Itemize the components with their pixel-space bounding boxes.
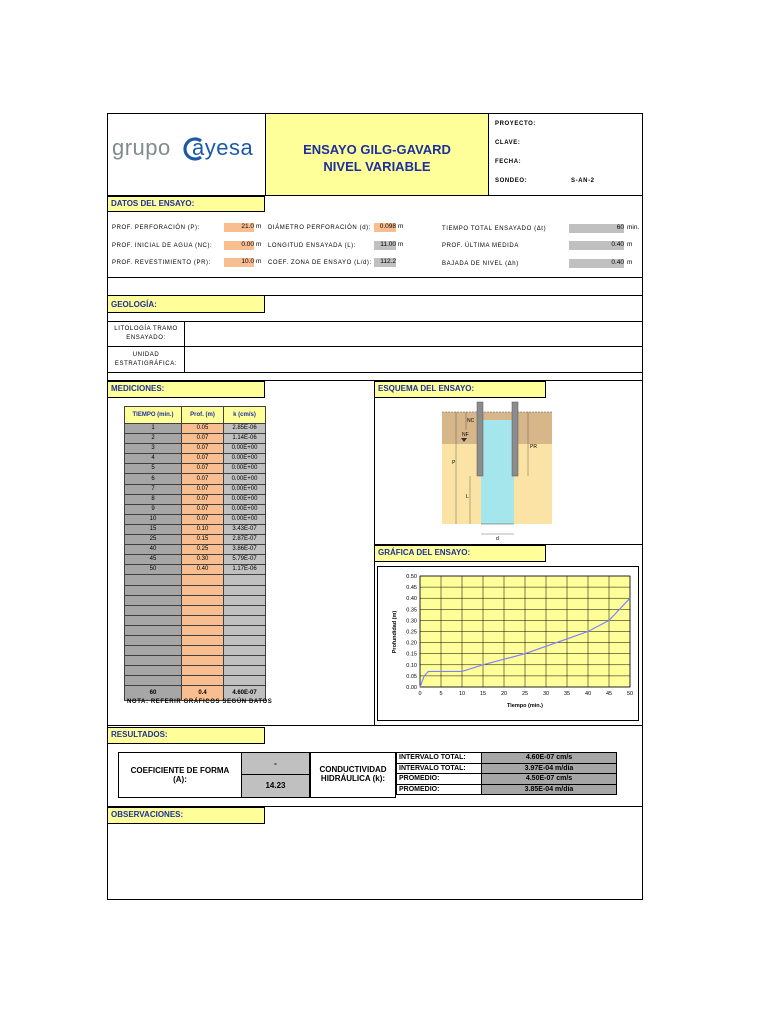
geologia-heading: GEOLOGÍA: [107,295,265,313]
cell-tiempo: 45 [125,555,182,565]
x-tick-label: 25 [521,691,529,697]
report-title [265,114,489,195]
cell-tiempo: 9 [125,504,182,514]
x-tick-label: 45 [605,691,613,697]
cell-k: 3.86E-07 [224,545,266,555]
table-row-empty [125,646,266,656]
nc-label: NC [467,418,475,424]
cell-prof [182,625,224,635]
unidad-label-line1: UNIDAD [132,352,160,358]
cell-k: 0.00E+00 [224,504,266,514]
table-row [125,434,266,444]
bajada-nivel-label: BAJADA DE NIVEL (Δh) [442,261,519,267]
cell-k: 0.00E+00 [224,494,266,504]
cell-tiempo: 7 [125,484,182,494]
mediciones-table [124,406,266,701]
l-label: L [466,494,469,500]
cell-prof [182,615,224,625]
y-axis-label: Profundidad (m) [392,610,398,654]
diametro-perforacion-label: DIÁMETRO PERFORACIÓN (d): [268,225,372,231]
grafica-heading: GRÁFICA DEL ENSAYO: [374,545,546,562]
company-logo [112,135,262,165]
table-header-row [125,407,266,424]
diametro-perforacion-unit: m [398,223,404,230]
cell-tiempo [125,666,182,676]
esquema-diagram [430,400,560,540]
x-tick-label: 50 [626,691,634,697]
cell-tiempo: 40 [125,545,182,555]
cell-prof [182,595,224,605]
y-tick-label: 0.10 [406,662,417,669]
cell-prof: 0.25 [182,545,224,555]
casing-right [512,402,518,476]
cell-prof: 0.07 [182,474,224,484]
esquema-heading: ESQUEMA DEL ENSAYO: [374,381,546,398]
x-tick-label: 10 [458,691,466,697]
borehole-water [481,420,514,524]
table-row-empty [125,615,266,625]
total-k: 4.60E-07 [224,686,266,701]
result-label: INTERVALO TOTAL: [397,753,482,764]
prof-perforacion-label: PROF. PERFORACIÓN (P): [112,225,200,231]
result-row [397,774,617,785]
conductividad-label-line2: HIDRÁULICA (k): [320,774,386,783]
y-tick-label: 0.50 [406,574,417,580]
conductividad-label-line1: CONDUCTIVIDAD [319,765,387,774]
proyecto-label: PROYECTO: [495,121,536,127]
unidad-label-line2: ESTRATIGRÁFICA: [114,361,178,367]
unidad-label [108,351,184,369]
y-tick-label: 0.00 [406,685,417,691]
total-prof: 0.4 [182,686,224,701]
table-row [125,504,266,514]
result-label: PROMEDIO: [397,784,482,795]
casing-left [477,402,483,476]
y-tick-label: 0.15 [406,651,417,658]
tiempo-total-label: TIEMPO TOTAL ENSAYADO (Δt) [442,226,547,232]
cell-k: 0.00E+00 [224,474,266,484]
cell-prof: 0.07 [182,454,224,464]
prof-ultima-medida-unit: m [627,241,633,248]
logo-word-grupo: grupo [112,135,171,160]
table-row-empty [125,666,266,676]
cell-k: 0.00E+00 [224,464,266,474]
cell-k: 0.00E+00 [224,484,266,494]
cell-k [224,646,266,656]
cell-k [224,625,266,635]
table-row [125,474,266,484]
cell-prof: 0.07 [182,514,224,524]
tiempo-total-unit: min. [627,224,640,231]
column-header-tiempo: TIEMPO (min.) [125,407,182,424]
bajada-nivel-unit: m [627,259,633,266]
table-row [125,545,266,555]
title-line-2: NIVEL VARIABLE [323,159,431,174]
resultados-heading: RESULTADOS: [107,727,265,744]
table-row-empty [125,575,266,585]
table-row-empty [125,605,266,615]
cell-prof: 0.07 [182,434,224,444]
conductividad-label [310,752,396,798]
result-value: 3.97E-04 m/día [482,763,617,774]
cell-tiempo: 10 [125,514,182,524]
clave-label: CLAVE: [495,140,521,146]
logo-word-ayesa: ayesa [192,135,254,160]
divider [107,346,643,347]
cell-k: 1.14E-06 [224,434,266,444]
prof-revestimiento-value: 10.0 [224,258,254,267]
cell-k [224,615,266,625]
y-tick-label: 0.30 [406,618,417,625]
litologia-label-line1: LITOLOGÍA TRAMO [114,326,178,332]
divider [107,321,643,322]
cell-k: 2.87E-07 [224,535,266,545]
y-tick-label: 0.20 [406,640,417,647]
cell-k: 0.00E+00 [224,454,266,464]
table-row [125,454,266,464]
x-tick-label: 15 [479,691,487,697]
cell-prof [182,575,224,585]
cell-k: 0.00E+00 [224,514,266,524]
mediciones-heading: MEDICIONES: [107,381,265,398]
prof-ultima-medida-label: PROF. ÚLTIMA MEDIDA [442,243,519,249]
cell-tiempo [125,635,182,645]
table-row [125,464,266,474]
title-line-1: ENSAYO GILG-GAVARD [303,142,451,157]
result-label: PROMEDIO: [397,774,482,785]
cell-prof [182,646,224,656]
cell-prof: 0.07 [182,504,224,514]
prof-inicial-agua-unit: m [256,241,262,248]
column-header-k: k (cm/s) [224,407,266,424]
y-tick-label: 0.05 [406,673,417,680]
coef-zona-value: 112.2 [374,258,396,267]
prof-revestimiento-unit: m [256,258,262,265]
cell-k: 0.00E+00 [224,444,266,454]
table-row-empty [125,656,266,666]
table-row [125,555,266,565]
cell-prof: 0.10 [182,524,224,534]
tiempo-total-value: 60 [569,224,624,233]
coef-zona-label: COEF. ZONA DE ENSAYO (L/d): [268,260,372,266]
x-tick-label: 30 [542,691,550,697]
cell-k [224,656,266,666]
cell-prof [182,666,224,676]
longitud-ensayada-label: LONGITUD ENSAYADA (L): [268,243,356,249]
resultados-table [396,752,617,795]
cell-prof: 0.15 [182,535,224,545]
cell-k [224,676,266,686]
cell-prof: 0.07 [182,494,224,504]
x-tick-label: 40 [584,691,592,697]
cell-prof: 0.05 [182,424,224,434]
diametro-perforacion-value: 0.098 [374,223,396,232]
result-row [397,763,617,774]
cell-tiempo: 15 [125,524,182,534]
prof-perforacion-value: 21.0 [224,223,254,232]
table-row-empty [125,625,266,635]
cell-k: 3.43E-07 [224,524,266,534]
cell-tiempo [125,605,182,615]
y-tick-label: 0.25 [406,629,417,636]
bajada-nivel-value: 0.40 [569,259,624,268]
column-header-prof: Prof. (m) [182,407,224,424]
cell-k: 5.79E-07 [224,555,266,565]
result-value: 3.85E-04 m/día [482,784,617,795]
x-tick-label: 0 [418,691,422,697]
cell-tiempo: 3 [125,444,182,454]
y-tick-label: 0.45 [406,585,417,592]
coef-forma-top: - [241,752,310,775]
prof-ultima-medida-value: 0.40 [569,241,624,250]
litologia-label [108,325,184,343]
x-tick-label: 20 [500,691,508,697]
longitud-ensayada-value: 11.00 [374,241,396,250]
x-tick-label: 5 [439,691,443,697]
cell-prof: 0.07 [182,484,224,494]
table-row [125,535,266,545]
observaciones-heading: OBSERVACIONES: [107,807,265,824]
table-row [125,514,266,524]
cell-tiempo: 2 [125,434,182,444]
y-tick-label: 0.35 [406,607,417,614]
cell-tiempo: 4 [125,454,182,464]
p-label: P [452,460,456,466]
coef-forma-label [118,752,242,798]
pr-label: PR [530,444,537,450]
prof-revestimiento-label: PROF. REVESTIMIENTO (PR): [112,260,211,266]
table-row [125,484,266,494]
cell-tiempo [125,585,182,595]
cell-prof [182,656,224,666]
cell-k [224,666,266,676]
divider [107,277,643,278]
table-row [125,524,266,534]
cell-tiempo [125,656,182,666]
cell-k [224,595,266,605]
coef-forma-label-line2: (A): [173,775,187,784]
result-value: 4.60E-07 cm/s [482,753,617,764]
result-label: INTERVALO TOTAL: [397,763,482,774]
ensayo-chart [377,566,639,721]
divider [107,372,643,373]
cell-prof: 0.07 [182,444,224,454]
litologia-label-line2: ENSAYADO: [126,335,166,341]
cell-tiempo [125,646,182,656]
cell-tiempo [125,625,182,635]
table-row-empty [125,595,266,605]
table-row [125,444,266,454]
cell-tiempo: 1 [125,424,182,434]
cell-tiempo [125,595,182,605]
mediciones-note: NOTA: REFERIR GRÁFICOS SEGÚN DATOS [127,699,273,705]
cell-tiempo: 50 [125,565,182,575]
total-tiempo: 60 [125,686,182,701]
divider [107,725,643,726]
table-row [125,424,266,434]
cell-prof [182,585,224,595]
cell-k [224,635,266,645]
x-tick-label: 35 [563,691,571,697]
cell-tiempo [125,615,182,625]
datos-heading: DATOS DEL ENSAYO: [107,196,265,212]
prof-inicial-agua-value: 0.00 [224,241,254,250]
cell-k: 2.85E-06 [224,424,266,434]
cell-tiempo: 25 [125,535,182,545]
cell-tiempo [125,676,182,686]
coef-forma-value: 14.23 [241,774,310,798]
cell-prof: 0.40 [182,565,224,575]
cell-prof [182,605,224,615]
result-row [397,753,617,764]
cell-prof: 0.07 [182,464,224,474]
cell-tiempo [125,575,182,585]
coef-forma-label-line1: COEFICIENTE DE FORMA [130,766,230,775]
cell-prof: 0.30 [182,555,224,565]
table-row-empty [125,635,266,645]
nf-label: NF [462,432,469,438]
cell-prof [182,676,224,686]
prof-perforacion-unit: m [256,223,262,230]
cell-k [224,585,266,595]
cell-prof [182,635,224,645]
result-value: 4.50E-07 cm/s [482,774,617,785]
sondeo-value: S-AN-2 [571,178,595,184]
fecha-label: FECHA: [495,159,522,165]
y-tick-label: 0.40 [406,596,417,603]
table-row-empty [125,676,266,686]
cell-k [224,575,266,585]
sondeo-label: SONDEO: [495,178,528,184]
x-axis-label: Tiempo (min.) [507,703,543,709]
cell-k: 1.17E-06 [224,565,266,575]
table-row [125,565,266,575]
table-row-empty [125,585,266,595]
longitud-ensayada-unit: m [398,241,404,248]
table-row [125,494,266,504]
cell-tiempo: 6 [125,474,182,484]
cell-k [224,605,266,615]
cell-tiempo: 8 [125,494,182,504]
cell-tiempo: 5 [125,464,182,474]
d-label: d [496,536,499,540]
result-row [397,784,617,795]
prof-inicial-agua-label: PROF. INICIAL DE AGUA (NC): [112,243,213,249]
